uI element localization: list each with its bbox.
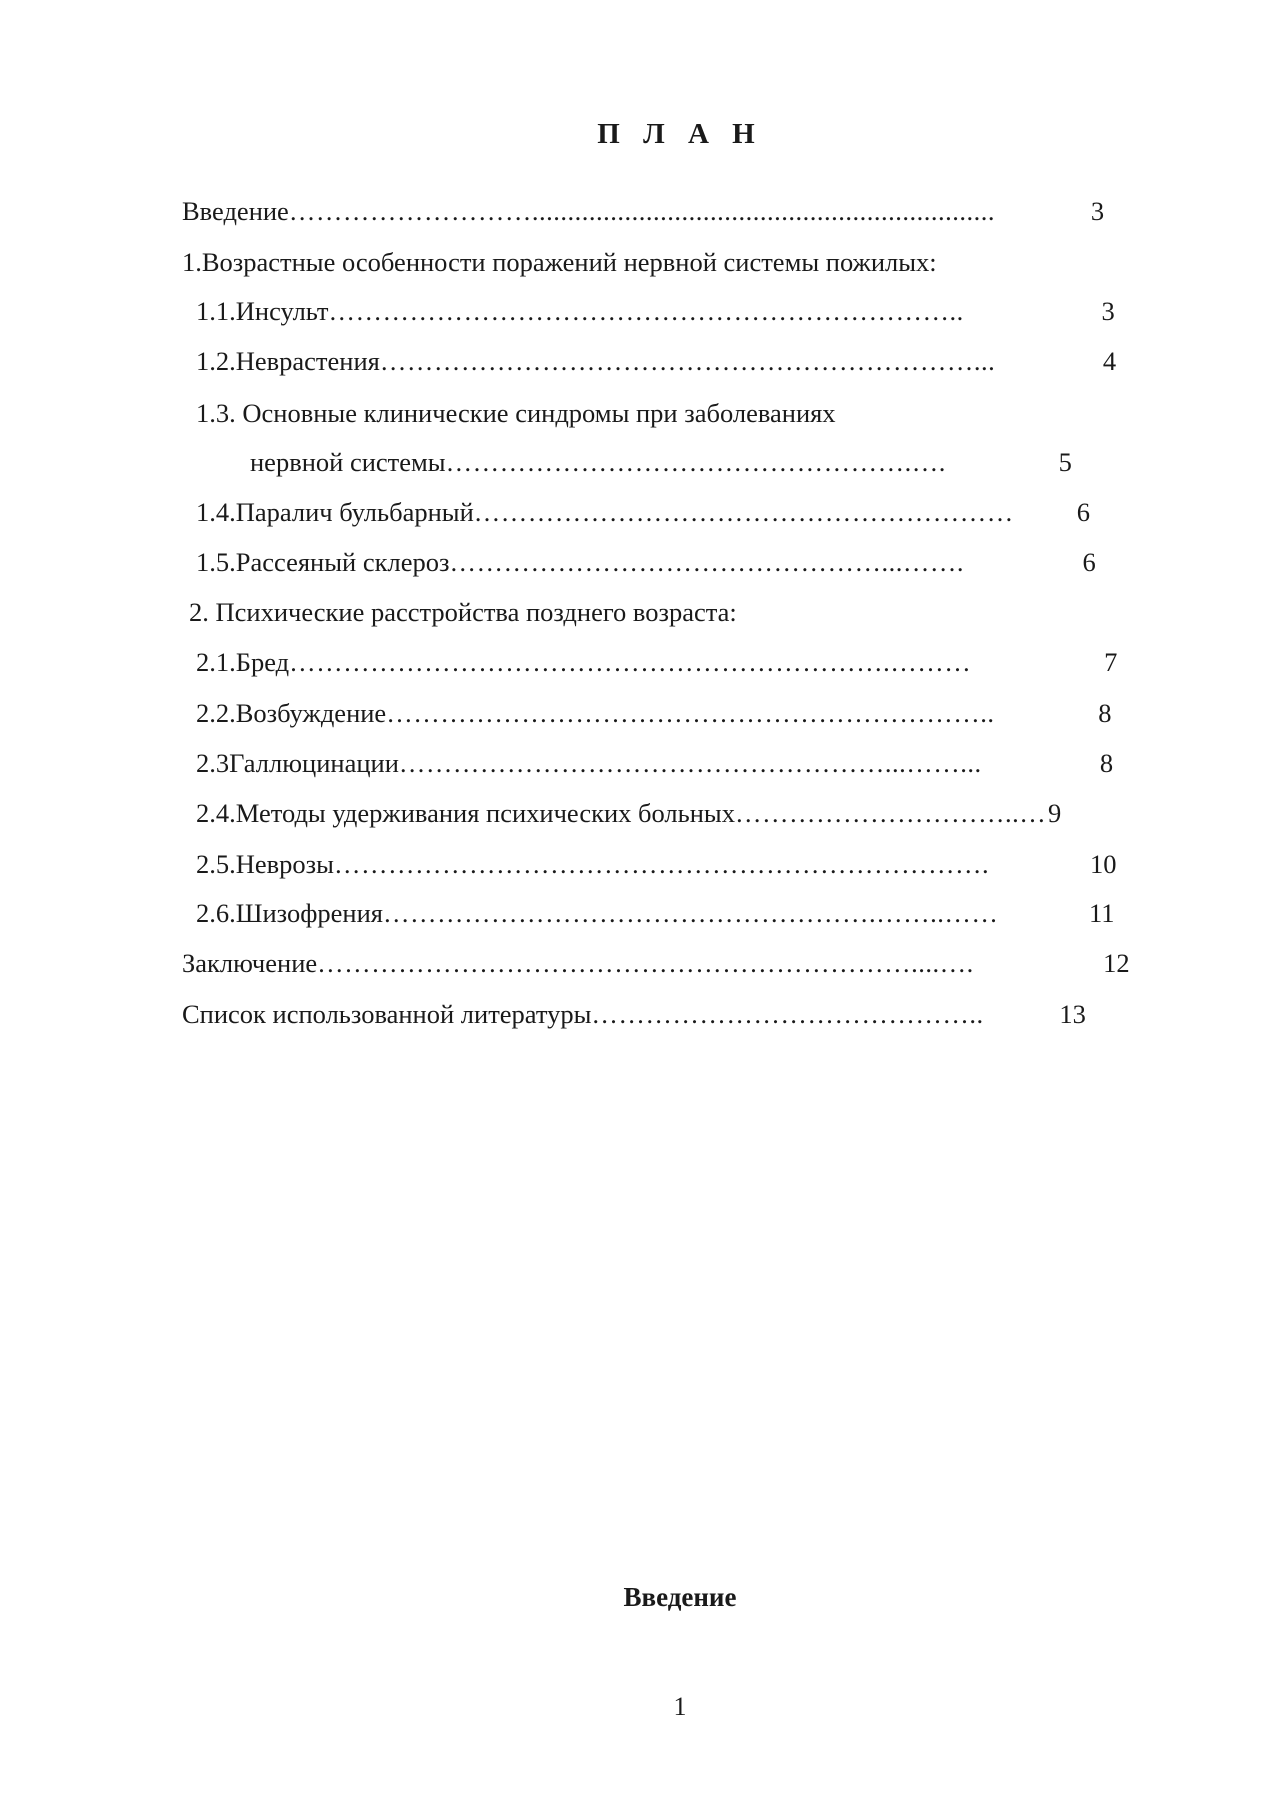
toc-entry-page: 7	[1104, 647, 1118, 677]
toc-entry-dots: ………………………………………………...……...	[398, 748, 982, 778]
toc-entry-text: 1.2.Неврастения	[196, 346, 380, 376]
toc-entry-page: 9	[1047, 798, 1062, 828]
toc-entry-conclusion	[182, 947, 1130, 979]
toc-entry-section-1	[182, 246, 937, 278]
toc-entry-1-1	[196, 295, 1115, 327]
toc-entry-page: 12	[1103, 948, 1130, 978]
toc-entry-dots: ……………………….................................................................	[288, 196, 995, 226]
toc-entry-text: 1.5.Рассеяный склероз	[196, 547, 450, 577]
toc-entry-2-2	[196, 697, 1111, 729]
toc-entry-1-3-continued	[250, 446, 1072, 478]
toc-entry-text: нервной системы	[250, 447, 446, 477]
toc-entry-page: 8	[1098, 698, 1112, 728]
toc-entry-dots: …………………………..…	[734, 798, 1047, 828]
toc-entry-text: Заключение	[182, 948, 318, 978]
toc-entry-text: 2.5.Неврозы	[196, 849, 334, 879]
toc-entry-dots: ……………………………………………………………..	[328, 296, 964, 326]
toc-entry-page: 10	[1089, 849, 1117, 879]
toc-entry-text: 2.6.Шизофрения	[196, 898, 383, 928]
toc-entry-2-1	[196, 646, 1117, 678]
toc-entry-introduction	[182, 195, 1104, 227]
toc-entry-2-5	[196, 848, 1116, 880]
toc-entry-dots: …………………………………………………………..	[386, 698, 995, 728]
toc-entry-references	[182, 998, 1086, 1030]
toc-entry-page: 13	[1059, 999, 1086, 1029]
toc-entry-text: Введение	[182, 196, 289, 226]
toc-entry-page: 3	[1090, 196, 1105, 226]
page-number: 1	[673, 1692, 687, 1721]
toc-entry-dots: …………………………………………………………...	[379, 346, 996, 376]
toc-entry-page: 4	[1102, 346, 1117, 376]
toc-entry-dots: ……………………………………..	[591, 999, 984, 1029]
toc-entry-1-3	[196, 397, 836, 429]
toc-entry-page: 11	[1088, 898, 1115, 928]
toc-entry-1-2	[196, 345, 1116, 377]
plan-title: П Л А Н	[597, 118, 763, 150]
toc-entry-page: 3	[1101, 296, 1115, 326]
toc-entry-dots: ………………………………………………………….………	[289, 647, 972, 677]
toc-entry-2-4	[196, 797, 1061, 829]
toc-entry-section-2	[189, 596, 737, 628]
toc-entry-text: 2. Психические расстройства позднего возраста:	[189, 597, 737, 627]
toc-entry-text: 2.2.Возбуждение	[196, 698, 387, 728]
toc-entry-page: 8	[1099, 748, 1114, 778]
toc-entry-dots: …………………………………………………………....….	[317, 948, 974, 978]
toc-entry-dots: ……………………………………………………	[473, 497, 1014, 527]
toc-entry-1-4	[196, 496, 1090, 528]
toc-entry-text: 1.1.Инсульт	[196, 296, 329, 326]
toc-entry-text: 2.3Галлюцинации	[196, 748, 399, 778]
toc-entry-dots: ……………………………………………….……..……	[382, 898, 999, 928]
toc-entry-text: 1.3. Основные клинические синдромы при заболеваниях	[196, 398, 836, 428]
toc-entry-page: 6	[1076, 497, 1091, 527]
toc-entry-page: 6	[1082, 547, 1096, 577]
toc-entry-dots: …………………………………………...…….	[449, 547, 964, 577]
toc-entry-text: 2.4.Методы удерживания психических больных	[196, 798, 735, 828]
toc-entry-text: 2.1.Бред	[196, 647, 290, 677]
section-heading-introduction: Введение	[623, 1582, 737, 1612]
toc-entry-2-6	[196, 897, 1115, 929]
toc-entry-text: 1.Возрастные особенности поражений нервной системы пожилых:	[182, 247, 937, 277]
toc-entry-dots: …………………………………………….….	[445, 447, 946, 477]
toc-entry-2-3	[196, 747, 1113, 779]
toc-entry-page: 5	[1058, 447, 1072, 477]
toc-entry-text: 1.4.Паралич бульбарный	[196, 497, 474, 527]
toc-entry-dots: ……………………………………………………………….	[333, 849, 990, 879]
toc-entry-text: Список использованной литературы	[182, 999, 592, 1029]
toc-entry-1-5	[196, 546, 1096, 578]
